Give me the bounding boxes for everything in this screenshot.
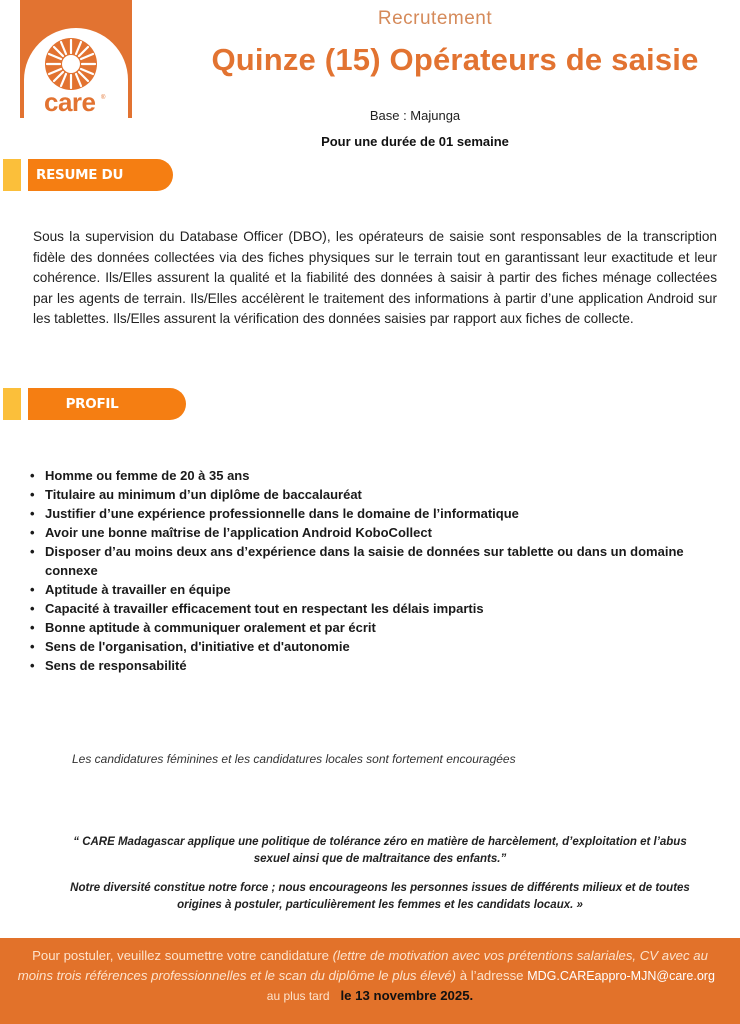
email-link[interactable]: MDG.CAREappro-MJN@care.org	[527, 969, 715, 983]
list-item-text: Homme ou femme de 20 à 35 ans	[45, 468, 250, 483]
list-item-text: Avoir une bonne maîtrise de l’application Android KoboCollect	[45, 525, 432, 540]
list-item-text: Sens de l'organisation, d'initiative et d'autonomie	[45, 639, 350, 654]
list-item	[30, 485, 730, 504]
list-item	[30, 618, 730, 637]
bullet-icon: •	[30, 582, 35, 597]
care-sunburst-icon	[43, 36, 99, 92]
bullet-icon: •	[30, 468, 35, 483]
list-item	[30, 656, 730, 675]
job-summary: Sous la supervision du Database Officer (DBO), les opérateurs de saisie sont responsables de la transcription fidèle des données collectées via des fiches physiques sur le terrain tout en garantissant leur exactitude et leur cohérence. Ils/Elles assurent la qualité et la fiabilité des données à saisir à partir des fiches ménage collectées par les agents de terrain. Ils/Elles accélèrent le traitement des informations à partir d’une application Android sur les tablettes. Ils/Elles assurent la vérification des données saisies par rapport aux fiches de collecte.	[33, 229, 717, 326]
list-item-text: Aptitude à travailler en équipe	[45, 582, 231, 597]
deadline-label: au plus tard	[266, 989, 330, 1003]
list-item	[30, 504, 730, 523]
page-title: Quinze (15) Opérateurs de saisie	[211, 42, 699, 77]
header-kicker: Recrutement	[377, 8, 493, 29]
bullet-icon: •	[30, 620, 35, 635]
apply-intro: Pour postuler, veuillez soumettre votre candidature	[32, 948, 333, 963]
apply-address-label: à l’adresse	[456, 968, 528, 983]
list-item-text: Justifier d’une expérience professionnelle dans le domaine de l’informatique	[45, 506, 519, 521]
logo-registered-mark: ®	[101, 95, 106, 101]
bullet-icon: •	[30, 487, 35, 502]
list-item	[30, 542, 730, 580]
bullet-icon: •	[30, 544, 35, 559]
zero-tolerance-policy: “ CARE Madagascar applique une politique de tolérance zéro en matière de harcèlement, d’exploitation et l’abus sexuel ainsi que de maltraitance des enfants.”	[73, 836, 687, 865]
diversity-statement: Notre diversité constitue notre force ; nous encourageons les personnes issues de différents milieux et de toutes origines à postuler, particulièrement les femmes et les candidats locaux. »	[70, 882, 690, 911]
section-tab-accent	[3, 388, 21, 420]
profile-requirements-list	[30, 466, 730, 675]
list-item	[30, 523, 730, 542]
logo-wordmark: care	[44, 87, 96, 117]
apply-requirements: (lettre de motivation avec vos prétentions salariales, CV avec au moins trois références professionnelles et le scan du diplôme le plus élevé)	[17, 948, 708, 983]
list-item-text: Capacité à travailler efficacement tout en respectant les délais impartis	[45, 601, 484, 616]
section-label: RESUME DU POSTE	[28, 159, 173, 191]
application-instructions	[14, 946, 726, 1006]
list-item-text: Disposer d’au moins deux ans d’expérience dans la saisie de données sur tablette ou dans un domaine connexe	[45, 544, 684, 578]
list-item-text: Bonne aptitude à communiquer oralement et par écrit	[45, 620, 376, 635]
list-item-text: Titulaire au minimum d’un diplôme de baccalauréat	[45, 487, 362, 502]
bullet-icon: •	[30, 601, 35, 616]
list-item	[30, 637, 730, 656]
deadline-date: le 13 novembre 2025.	[340, 988, 474, 1003]
application-footer	[0, 938, 740, 1024]
list-item-text: Sens de responsabilité	[45, 658, 187, 673]
bullet-icon: •	[30, 525, 35, 540]
list-item	[30, 599, 730, 618]
bullet-icon: •	[30, 658, 35, 673]
section-tab-accent	[3, 159, 21, 191]
encouragement-note: Les candidatures féminines et les candidatures locales sont fortement encouragées	[72, 752, 516, 766]
list-item	[30, 580, 730, 599]
bullet-icon: •	[30, 639, 35, 654]
job-base: Base : Majunga	[369, 108, 461, 123]
job-duration: Pour une durée de 01 semaine	[321, 134, 509, 149]
section-label: PROFIL	[28, 388, 186, 420]
list-item	[30, 466, 730, 485]
bullet-icon: •	[30, 506, 35, 521]
